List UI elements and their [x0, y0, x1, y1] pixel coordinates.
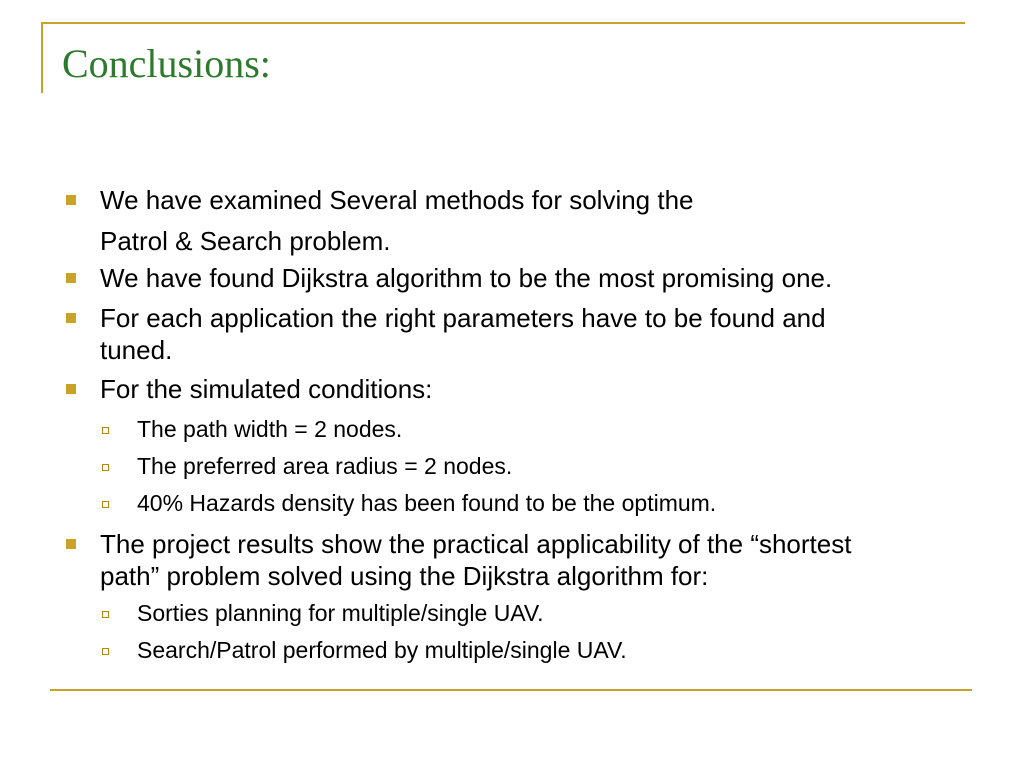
bullet-4-text: For the simulated conditions: [100, 374, 433, 404]
hollow-square-bullet-icon [102, 648, 109, 655]
square-bullet-icon [66, 313, 76, 323]
bullet-4-sub-2: The preferred area radius = 2 nodes. [137, 453, 513, 479]
square-bullet-icon [66, 273, 76, 283]
bullet-3-line-1: For each application the right parameters have to be found and [100, 303, 826, 333]
hollow-square-bullet-icon [102, 464, 109, 471]
bullet-4-sub-3: 40% Hazards density has been found to be the optimum. [137, 490, 717, 516]
bullet-5-sub-2: Search/Patrol performed by multiple/single UAV. [137, 637, 627, 663]
square-bullet-icon [66, 384, 76, 394]
hollow-square-bullet-icon [102, 611, 109, 618]
footer-accent-rule [50, 689, 972, 691]
hollow-square-bullet-icon [102, 427, 109, 434]
bullet-2-text: We have found Dijkstra algorithm to be the most promising one. [100, 263, 833, 293]
bullet-4-sub-1: The path width = 2 nodes. [137, 416, 403, 442]
square-bullet-icon [66, 195, 76, 205]
slide-title: Conclusions: [62, 41, 271, 86]
bullet-1-line-2: Patrol & Search problem. [100, 226, 391, 256]
bullet-3-line-2: tuned. [100, 335, 173, 365]
square-bullet-icon [66, 539, 76, 549]
bullet-5-line-2: path” problem solved using the Dijkstra algorithm for: [100, 561, 709, 591]
bullet-1-line-1: We have examined Several methods for solving the [100, 185, 694, 215]
hollow-square-bullet-icon [102, 501, 109, 508]
bullet-5-sub-1: Sorties planning for multiple/single UAV. [137, 600, 544, 626]
bullet-5-line-1: The project results show the practical applicability of the “shortest [100, 529, 852, 559]
